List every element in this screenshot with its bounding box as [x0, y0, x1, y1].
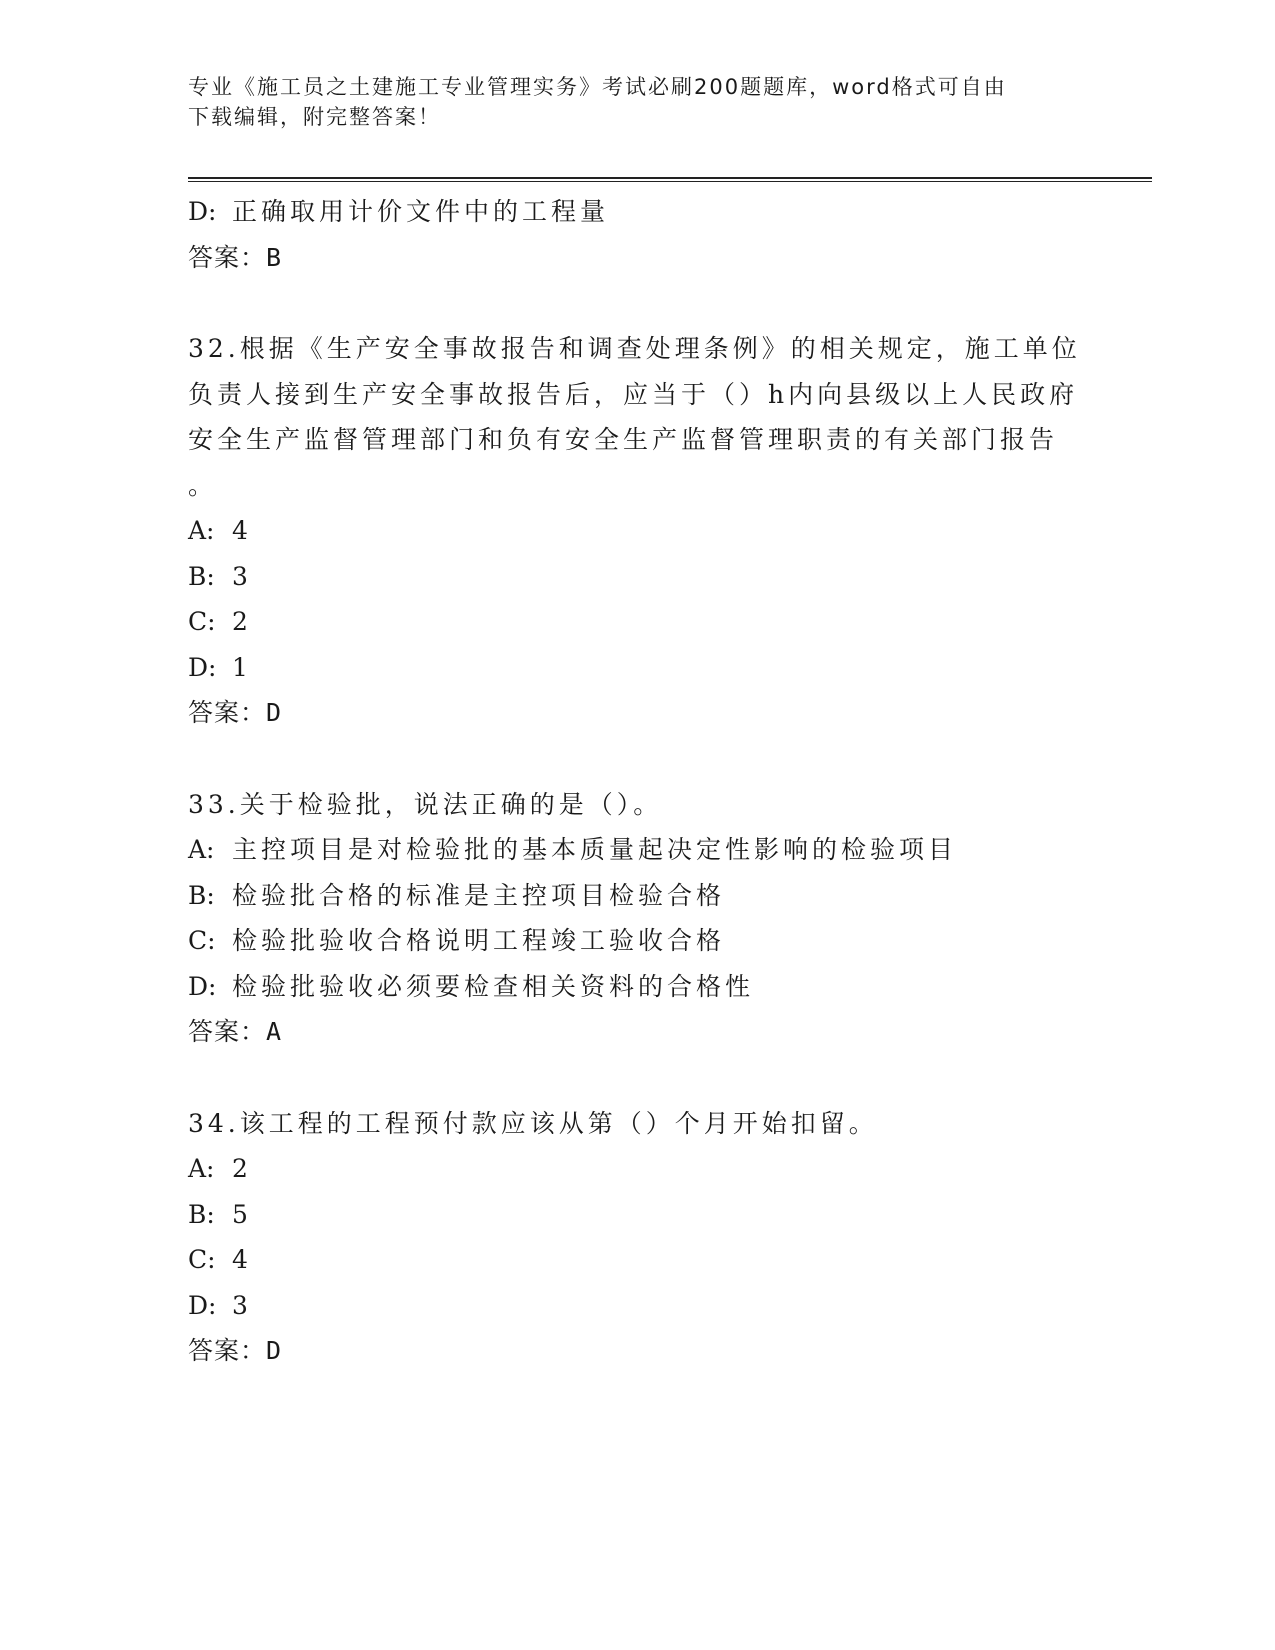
option-key: A: — [188, 516, 215, 545]
option-text: 检验批验收合格说明工程竣工验收合格 — [232, 926, 726, 955]
answer-label: 答案： — [188, 1017, 267, 1046]
option-row — [188, 1283, 1088, 1329]
header-divider — [188, 177, 1152, 182]
option-text: 4 — [232, 1245, 252, 1274]
question-block — [188, 326, 1088, 736]
option-key: D: — [188, 971, 217, 1001]
question-block — [188, 1101, 1088, 1374]
option-row — [188, 964, 1088, 1010]
option-key: B: — [188, 561, 215, 591]
option-key: A: — [188, 835, 215, 864]
option-text: 1 — [232, 652, 252, 682]
answer-line — [188, 1009, 1088, 1055]
option-text: 4 — [232, 516, 252, 545]
question-content — [188, 189, 1088, 1374]
question-stem-line: 安全生产监督管理部门和负有安全生产监督管理职责的有关部门报告 — [188, 425, 1059, 454]
question-stem-line: 34.该工程的工程预付款应该从第（）个月开始扣留。 — [188, 1108, 878, 1138]
header-line-2: 下载编辑，附完整答案！ — [188, 105, 441, 129]
answer-line — [188, 690, 1088, 736]
option-row — [188, 554, 1088, 600]
question-stem — [188, 782, 1088, 828]
answer-value: A — [266, 1017, 283, 1046]
question-block — [188, 782, 1088, 1055]
answer-value: B — [266, 242, 283, 272]
option-key: C: — [188, 607, 216, 636]
question-stem — [188, 326, 1088, 508]
option-text: 5 — [232, 1199, 252, 1229]
question-stem-line: 。 — [188, 470, 218, 500]
answer-label: 答案： — [188, 242, 267, 272]
option-text: 正确取用计价文件中的工程量 — [232, 197, 610, 226]
answer-value: D — [266, 1336, 283, 1365]
option-text: 主控项目是对检验批的基本质量起决定性影响的检验项目 — [232, 835, 958, 864]
option-text: 3 — [232, 561, 252, 591]
option-row — [188, 645, 1088, 691]
option-text: 2 — [232, 607, 252, 636]
option-key: C: — [188, 926, 216, 955]
answer-line — [188, 1328, 1088, 1374]
question-stem-line: 32.根据《生产安全事故报告和调查处理条例》的相关规定，施工单位 — [188, 334, 1081, 363]
option-text: 检验批验收必须要检查相关资料的合格性 — [232, 971, 755, 1001]
question-stem — [188, 1101, 1088, 1147]
option-text: 3 — [232, 1290, 252, 1320]
question-stem-line: 33.关于检验批，说法正确的是（）。 — [188, 789, 663, 819]
option-key: D: — [188, 1290, 217, 1320]
option-key: D: — [188, 197, 217, 226]
option-row — [188, 508, 1088, 554]
question-list — [188, 326, 1088, 1374]
document-header — [188, 72, 1088, 132]
option-row — [188, 599, 1088, 645]
option-row — [188, 873, 1088, 919]
option-text: 2 — [232, 1154, 252, 1183]
option-row — [188, 827, 1088, 873]
header-line-1: 专业《施工员之土建施工专业管理实务》考试必刷200题题库，word格式可自由 — [188, 75, 1007, 99]
option-row — [188, 1237, 1088, 1283]
answer-value: D — [266, 698, 283, 727]
question-stem-line: 负责人接到生产安全事故报告后，应当于（）h内向县级以上人民政府 — [188, 379, 1079, 409]
previous-question-fragment — [188, 189, 1088, 280]
option-key: D: — [188, 652, 217, 682]
option-row — [188, 1192, 1088, 1238]
option-text: 检验批合格的标准是主控项目检验合格 — [232, 880, 726, 910]
answer-line — [188, 235, 1088, 281]
option-key: B: — [188, 1199, 215, 1229]
option-row — [188, 1146, 1088, 1192]
answer-label: 答案： — [188, 1336, 267, 1365]
option-d — [188, 189, 1088, 235]
option-key: C: — [188, 1245, 216, 1274]
option-key: A: — [188, 1154, 215, 1183]
option-key: B: — [188, 880, 215, 910]
answer-label: 答案： — [188, 698, 267, 727]
option-row — [188, 918, 1088, 964]
